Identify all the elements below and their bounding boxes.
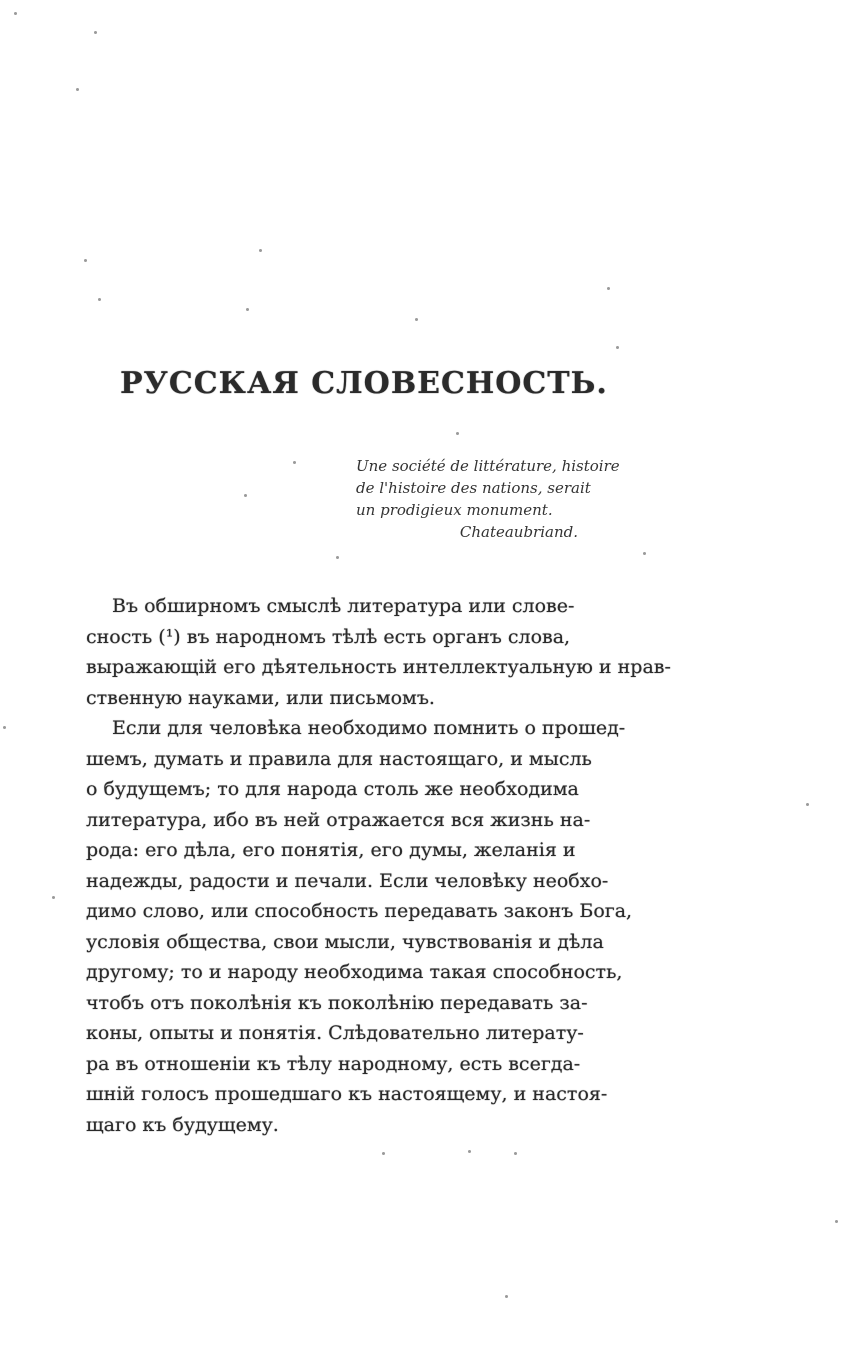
scan-speck <box>415 318 418 321</box>
body-line: чтобъ отъ поколѣнія къ поколѣнію передавать за- <box>86 991 588 1014</box>
scan-speck <box>246 308 249 311</box>
scan-speck <box>607 287 610 290</box>
scan-speck <box>806 803 809 806</box>
body-line: о будущемъ; то для народа столь же необходима <box>86 778 579 800</box>
body-line: выражающій его дѣятельность интеллектуальную и нрав- <box>86 656 671 678</box>
scan-speck <box>382 1152 385 1155</box>
scan-speck <box>259 249 262 252</box>
body-line: ра въ отношеніи къ тѣлу народному, есть всегда- <box>86 1052 581 1075</box>
body-line: Въ обширномъ смыслѣ литература или слове- <box>112 595 575 617</box>
scan-speck <box>76 88 79 91</box>
body-line: щаго къ будущему. <box>86 1113 279 1136</box>
scan-speck <box>3 726 6 729</box>
scan-speck <box>505 1295 508 1298</box>
epigraph-line: un prodigieux monument. <box>356 501 553 519</box>
scan-speck <box>14 12 17 15</box>
body-paragraphs <box>86 591 671 1140</box>
body-line: шній голосъ прошедшаго къ настоящему, и настоя- <box>86 1083 608 1105</box>
epigraph <box>356 455 656 543</box>
body-line: Если для человѣка необходимо помнить о прошед- <box>112 717 626 739</box>
scan-speck <box>244 494 247 497</box>
body-line: литература, ибо въ ней отражается вся жизнь на- <box>86 808 591 831</box>
scan-speck <box>835 1220 838 1223</box>
scan-speck <box>456 432 459 435</box>
scan-speck <box>84 259 87 262</box>
scan-speck <box>94 31 97 34</box>
page-title: РУССКАЯ СЛОВЕСНОСТЬ. <box>120 366 608 401</box>
body-line: ственную науками, или письмомъ. <box>86 686 435 709</box>
body-line: димо слово, или способность передавать законъ Бога, <box>86 900 633 922</box>
epigraph-line: Une société de littérature, histoire <box>356 457 620 475</box>
scan-speck <box>293 461 296 464</box>
body-line: условія общества, свои мысли, чувствованія и дѣла <box>86 930 604 953</box>
scan-speck <box>52 896 55 899</box>
scan-speck <box>336 556 339 559</box>
scan-speck <box>98 298 101 301</box>
scan-speck <box>616 346 619 349</box>
scan-speck <box>468 1150 471 1153</box>
scan-speck <box>514 1152 517 1155</box>
epigraph-line: de l'histoire des nations, serait <box>356 479 591 497</box>
body-line: сность (¹) въ народномъ тѣлѣ есть органъ слова, <box>86 625 571 648</box>
scan-speck <box>643 552 646 555</box>
body-line: шемъ, думать и правила для настоящаго, и мысль <box>86 747 592 770</box>
body-line: коны, опыты и понятія. Слѣдовательно литерату- <box>86 1022 584 1044</box>
epigraph-author: Chateaubriand. <box>459 523 578 541</box>
body-line: надежды, радости и печали. Если человѣку необхо- <box>86 869 609 892</box>
body-line: другому; то и народу необходима такая способность, <box>86 961 623 983</box>
body-line: рода: его дѣла, его понятія, его думы, желанія и <box>86 839 576 861</box>
